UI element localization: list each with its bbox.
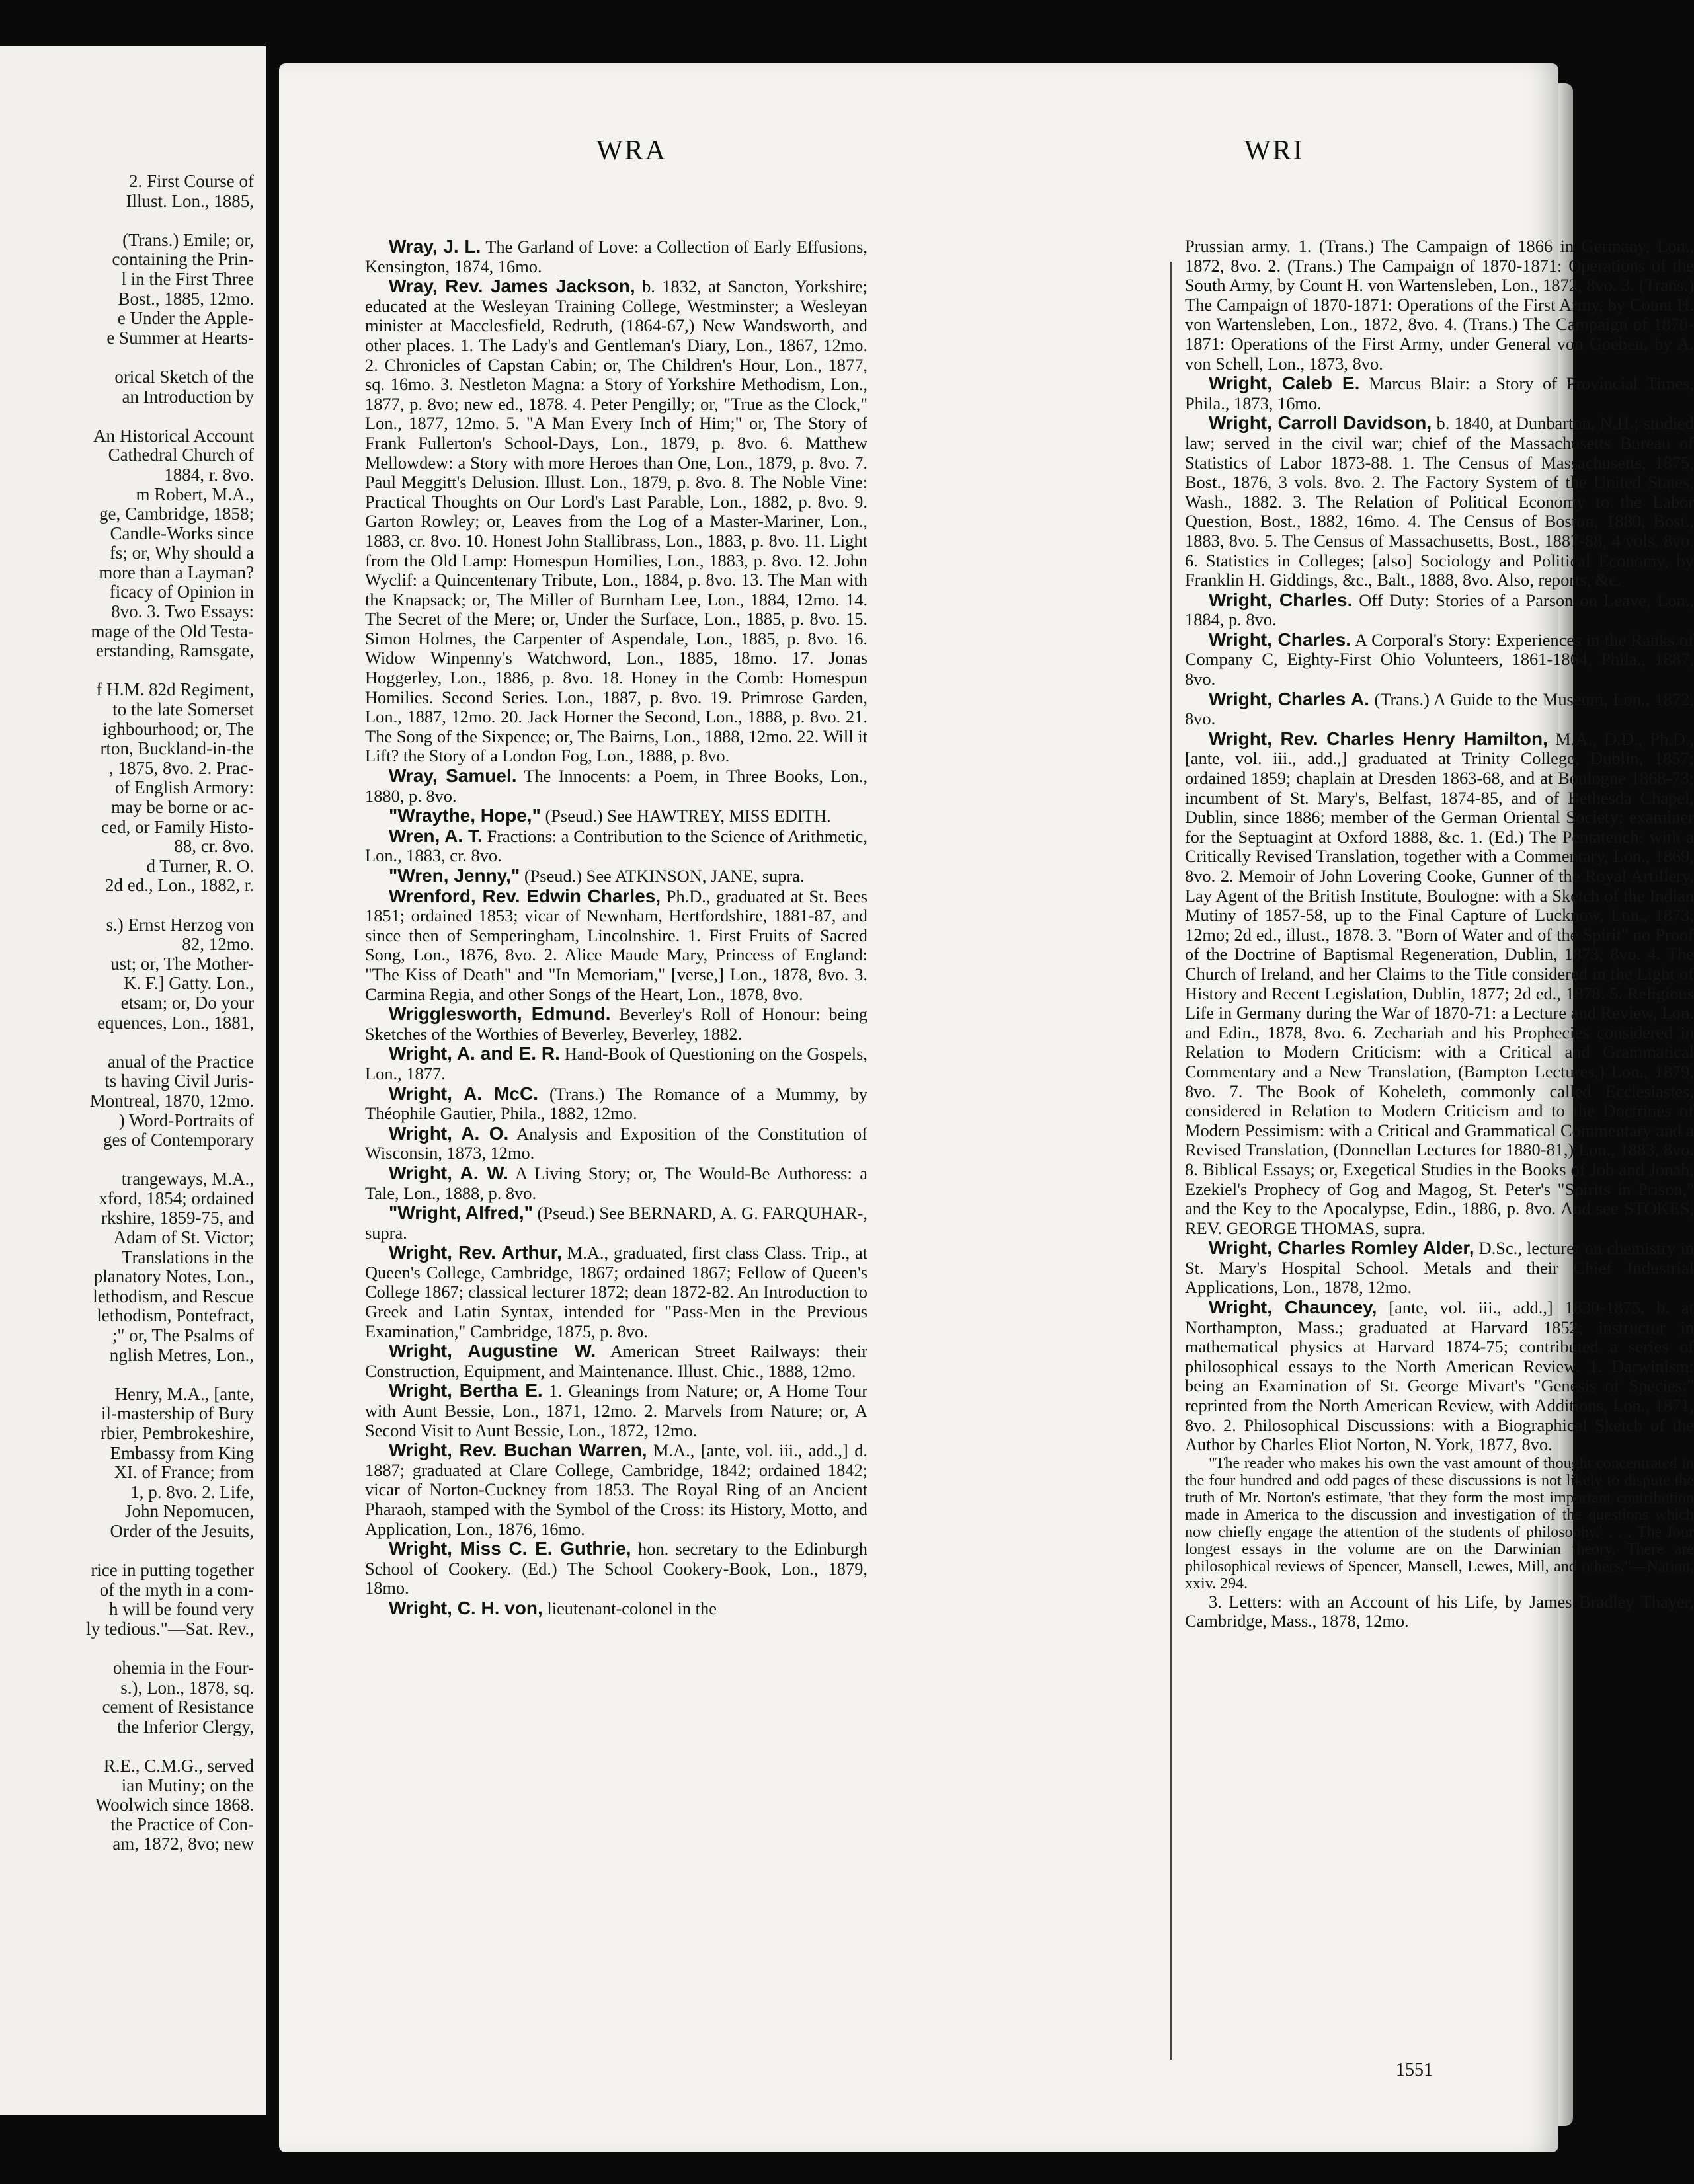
entry-text: (Pseud.) See BERNARD, A. G. FARQUHAR-, supra. bbox=[365, 1203, 867, 1243]
entry-heading: Wren, A. T. bbox=[389, 825, 483, 846]
facing-page-line: An Historical Account bbox=[93, 425, 254, 446]
dictionary-entry bbox=[365, 866, 867, 886]
facing-page-line: ohemia in the Four- bbox=[112, 1658, 254, 1678]
dictionary-entry bbox=[365, 1124, 867, 1163]
facing-page-line bbox=[3, 1737, 254, 1757]
facing-page-line: m Robert, M.A., bbox=[136, 484, 254, 504]
entry-heading: "Wraythe, Hope," bbox=[389, 805, 541, 826]
dictionary-entry bbox=[365, 766, 867, 806]
facing-page-line: Candle-Works since bbox=[110, 523, 254, 543]
entry-text: A Living Story; or, The Would-Be Authoress: a Tale, Lon., 1888, p. 8vo. bbox=[365, 1163, 867, 1203]
facing-page-line: 2d ed., Lon., 1882, r. bbox=[105, 875, 254, 896]
dictionary-entry bbox=[1185, 1238, 1694, 1298]
facing-page-line: Order of the Jesuits, bbox=[110, 1520, 254, 1541]
facing-page-line bbox=[3, 348, 254, 368]
facing-page-line: mage of the Old Testa- bbox=[91, 621, 254, 641]
facing-page-line: s.), Lon., 1878, sq. bbox=[120, 1677, 254, 1697]
entry-text: hon. secretary to the Edinburgh School of Cookery. (Ed.) The School Cookery-Book, Lon., 1879, 18mo. bbox=[365, 1539, 867, 1598]
dictionary-entry bbox=[365, 886, 867, 1005]
entry-text: (Pseud.) See HAWTREY, MISS EDITH. bbox=[545, 806, 831, 826]
entry-heading: Wright, Rev. Buchan Warren, bbox=[389, 1440, 647, 1461]
facing-page-line: Translations in the bbox=[121, 1247, 254, 1267]
facing-page-line bbox=[3, 896, 254, 916]
facing-page-line: il-mastership of Bury bbox=[101, 1403, 254, 1424]
dictionary-entry bbox=[365, 1341, 867, 1381]
facing-page-line: the Practice of Con- bbox=[110, 1814, 254, 1834]
entry-heading: Wrigglesworth, Edmund. bbox=[389, 1003, 611, 1025]
facing-page-line: lethodism, and Rescue bbox=[93, 1286, 254, 1306]
entry-heading: Wright, Charles. bbox=[1209, 589, 1353, 610]
facing-page-fragment bbox=[0, 46, 266, 2115]
facing-page-line: s.) Ernst Herzog von bbox=[106, 914, 254, 935]
entry-heading: Wray, Samuel. bbox=[389, 765, 517, 787]
dictionary-entry bbox=[365, 1084, 867, 1124]
entry-text: (Pseud.) See ATKINSON, JANE, supra. bbox=[524, 866, 805, 886]
entry-text: American Street Railways: their Construction, Equipment, and Maintenance. Illust. Chic., 1888, 12mo. bbox=[365, 1341, 867, 1381]
entry-text: M.A., [ante, vol. iii., add.,] d. 1887; graduated at Clare College, Cambridge, 1842; ordained 1842; vicar of Norton-Cuckney from 1853. The Royal Ring of an Ancient Pharaoh, stamped with the Symbol of the Cross: its History, Motto, and Application, Lon., 1876, 16mo. bbox=[365, 1440, 867, 1539]
facing-page-line: ts having Civil Juris- bbox=[104, 1071, 254, 1091]
entry-heading: Wright, Augustine W. bbox=[389, 1341, 596, 1362]
dictionary-entry bbox=[1185, 373, 1694, 413]
facing-page-line: Cathedral Church of bbox=[108, 445, 254, 465]
dictionary-entry bbox=[1185, 729, 1694, 1238]
facing-page-line: (Trans.) Emile; or, bbox=[122, 229, 254, 250]
entry-text: "The reader who makes his own the vast amount of thought concentrated in the four hundred and odd pages of these discussions is not likely to dispute the truth of Mr. Norton's estimate, 'that they form the most important contribution made in America to the discussion and investigation of the questions which now chiefly engage the attention of the students of philosophy.' . . . The four longest essays in the volume are on the Darwinian theory. There are philosophical reviews of Spencer, Mansell, Lewes, Mill, and others."—Nation, xxiv. 294. bbox=[1185, 1454, 1694, 1592]
facing-page-line bbox=[3, 1150, 254, 1170]
entry-text: The Garland of Love: a Collection of Early Effusions, Kensington, 1874, 16mo. bbox=[365, 237, 867, 276]
entry-heading: Wright, Charles Romley Alder, bbox=[1209, 1237, 1474, 1259]
facing-page-line: h will be found very bbox=[109, 1599, 254, 1619]
page-number: 1551 bbox=[1396, 2060, 1433, 2080]
running-head-right: WRI bbox=[1244, 136, 1305, 166]
entry-text: Hand-Book of Questioning on the Gospels, Lon., 1877. bbox=[365, 1044, 867, 1083]
facing-page-line: planatory Notes, Lon., bbox=[93, 1267, 254, 1287]
facing-page-line: equences, Lon., 1881, bbox=[97, 1012, 254, 1033]
entry-heading: Wright, A. McC. bbox=[389, 1083, 539, 1104]
entry-text: b. 1832, at Sancton, Yorkshire; educated at the Wesleyan Training College, Westminster; a Wesleyan minister at Macclesfield, Redruth, (1864-67,) New Wandsworth, and other places. 1. The Lady's and Gentleman's Diary, Lon., 1867, 12mo. 2. Chronicles of Capstan Cabin; or, The Children's Hour, Lon., 1877, sq. 16mo. 3. Nestleton Magna: a Story of Yorkshire Methodism, Lon., 1877, p. 8vo; new ed., 1878. 4. Peter Pengilly; or, "True as the Clock," Lon., 1877, 12mo. 5. "A Man Every Inch of Him;" or, The Story of Frank Fullerton's School-Days, Lon., 1879, p. 8vo. 6. Matthew Mellowdew: a Story with more Heroes than One, Lon., 1879, p. 8vo. 7. Paul Meggitt's Delusion. Illust. Lon., 1879, p. 8vo. 8. The Noble Vine: Practical Thoughts on Our Lord's Last Parable, Lon., 1882, p. 8vo. 9. Garton Rowley; or, Leaves from the Log of a Master-Mariner, Lon., 1883, cr. 8vo. 10. Honest John Stallibrass, Lon., 1883, p. 8vo. 11. Light from the Old Lamp: Homespun Homilies, Lon., 1883, p. 8vo. 12. John Wyclif: a Quincentenary Tribute, Lon., 1884, p. 8vo. 13. The Man with the Knapsack; or, The Miller of Burnham Lee, Lon., 1884, 12mo. 14. The Secret of the Mere; or, Under the Surface, Lon., 1885, p. 8vo. 15. Simon Holmes, the Carpenter of Aspendale, Lon., 1885, p. 8vo. 16. Widow Winpenny's Watchword, Lon., 1885, 18mo. 17. Jonas Hoggerley, Lon., 1886, p. 8vo. 18. Honey in the Comb: Homespun Homilies. Second Series. Lon., 1887, p. 8vo. 19. Primrose Garden, Lon., 1887, 12mo. 20. Jack Horner the Second, Lon., 1888, p. 8vo. 21. The Song of the Sixpence; or, The Bairns, Lon., 1888, 12mo. 22. Will it Lift? the Story of a London Fog, Lon., 1888, p. 8vo. bbox=[365, 276, 867, 766]
dictionary-entry bbox=[365, 826, 867, 866]
facing-page-line: trangeways, M.A., bbox=[121, 1169, 254, 1189]
facing-page-line: Bost., 1885, 12mo. bbox=[118, 288, 254, 309]
dictionary-entry bbox=[1185, 1298, 1694, 1455]
dictionary-entry bbox=[365, 1243, 867, 1341]
facing-page-line bbox=[3, 1033, 254, 1052]
facing-page-line: R.E., C.M.G., served bbox=[103, 1756, 254, 1776]
facing-page-line: XI. of France; from bbox=[114, 1462, 254, 1483]
left-column bbox=[365, 237, 867, 1619]
facing-page-line: lethodism, Pontefract, bbox=[97, 1306, 254, 1326]
facing-page-line: am, 1872, 8vo; new bbox=[112, 1834, 254, 1854]
facing-page-line: Montreal, 1870, 12mo. bbox=[89, 1090, 254, 1111]
facing-page-line: ighbourhood; or, The bbox=[102, 719, 254, 739]
facing-page-line: K. F.] Gatty. Lon., bbox=[123, 973, 254, 994]
entry-text: M.A., D.D., Ph.D., [ante, vol. iii., add.,] graduated at Trinity College, Dublin, 1857; ordained 1859; chaplain at Dresden 1863-68, and at Boulogne 1868-73; incumbent of St. Mary's, Belfast, 1874-85, and of Bethesda Chapel, Dublin, since 1886; member of the German Oriental Society; examiner for the Septuagint at Oxford 1888, &c. 1. (Ed.) The Pentateuch: with a Critically Revised Translation, together with a Commentary, Lon., 1869, 8vo. 2. Memoir of John Lovering Cooke, Gunner of the Royal Artillery, Lay Agent of the British Institute, Boulogne: with a Sketch of the Indian Mutiny of 1857-58, up to the Final Capture of Lucknow, Lon., 1873, 12mo; 2d ed., illust., 1878. 3. "Born of Water and of the Spirit" no Proof of the Doctrine of Baptismal Regeneration, Dublin, 1873, 8vo. 4. The Church of Ireland, and her Claims to the Title considered in the Light of History and Recent Legislation, Dublin, 1877; 2d ed., 1878. 5. Religious Life in Germany during the War of 1870-71: a Lecture and Review, Lon. and Edin., 1878, 8vo. 6. Zechariah and his Prophecies considered in Relation to Modern Criticism: with a Critical and Grammatical Commentary and a New Translation, (Bampton Lectures,) Lon., 1879, 8vo. 7. The Book of Koheleth, commonly called Ecclesiastes, considered in Relation to Modern Criticism and to the Doctrines of Modern Pessimism: with a Critical and Grammatical Commentary and a Revised Translation, (Donnellan Lectures for 1880-81,) Lon., 1883, 8vo. 8. Biblical Essays; or, Exegetical Studies in the Books of Job and Jonah, Ezekiel's Prophecy of Gog and Magog, St. Peter's "Spirits in Prison," and the Key to the Apocalypse, Edin., 1886, p. 8vo. And see STOKES, REV. GEORGE THOMAS, supra. bbox=[1185, 728, 1694, 1238]
dictionary-entry bbox=[1185, 413, 1694, 590]
entry-text: Ph.D., graduated at St. Bees 1851; ordained 1853; vicar of Newnham, Hertfordshire, 1881-87, and since then of Semperingham, Lincolnshire. 1. First Fruits of Sacred Song, Lon., 1876, 8vo. 2. Alice Maude Mary, Princess of England: "The Kiss of Death" and "In Memoriam," [verse,] Lon., 1878, 8vo. 3. Carmina Regia, and other Songs of the Heart, Lon., 1878, 8vo. bbox=[365, 886, 868, 1004]
dictionary-entry bbox=[365, 1004, 867, 1044]
entry-text: (Trans.) The Romance of a Mummy, by Théophile Gautier, Phila., 1882, 12mo. bbox=[365, 1083, 867, 1124]
facing-page-line: ly tedious."—Sat. Rev., bbox=[86, 1618, 254, 1639]
entry-text: (Trans.) A Guide to the Museum, Lon., 1872, 8vo. bbox=[1185, 689, 1694, 729]
entry-heading: Wright, Rev. Charles Henry Hamilton, bbox=[1209, 728, 1548, 749]
entry-heading: Wrenford, Rev. Edwin Charles, bbox=[389, 885, 661, 906]
facing-page-line: e Summer at Hearts- bbox=[106, 327, 254, 348]
dictionary-entry bbox=[365, 1203, 867, 1243]
facing-page-line: 8vo. 3. Two Essays: bbox=[111, 602, 254, 622]
facing-page-line: rice in putting together bbox=[91, 1560, 254, 1580]
entry-heading: Wright, Caleb E. bbox=[1209, 373, 1360, 394]
facing-page-line: ;" or, The Psalms of bbox=[112, 1325, 254, 1346]
entry-text: Fractions: a Contribution to the Science of Arithmetic, Lon., 1883, cr. 8vo. bbox=[365, 826, 867, 866]
entry-text: 3. Letters: with an Account of his Life, by James Bradley Thayer, Cambridge, Mass., 1878, 12mo. bbox=[1185, 1591, 1694, 1631]
dictionary-entry bbox=[365, 1539, 867, 1598]
dictionary-entry bbox=[1185, 689, 1694, 729]
facing-page-line: f H.M. 82d Regiment, bbox=[96, 680, 254, 700]
facing-page-line: ficacy of Opinion in bbox=[109, 582, 254, 602]
facing-page-line: Adam of St. Victor; bbox=[113, 1228, 254, 1248]
dictionary-entry bbox=[365, 276, 867, 766]
facing-page-line: of English Armory: bbox=[115, 777, 254, 798]
facing-page-line: to the late Somerset bbox=[112, 699, 254, 720]
facing-page-line bbox=[3, 407, 254, 426]
facing-page-line: 82, 12mo. bbox=[182, 934, 254, 955]
facing-page-line: ced, or Family Histo- bbox=[101, 816, 254, 837]
entry-heading: Wright, Carroll Davidson, bbox=[1209, 412, 1432, 434]
facing-page-line: ge, Cambridge, 1858; bbox=[99, 504, 254, 524]
facing-page-line: 88, cr. 8vo. bbox=[174, 836, 254, 857]
dictionary-page bbox=[279, 63, 1694, 2152]
facing-page-line bbox=[3, 1639, 254, 1659]
facing-page-line: , 1875, 8vo. 2. Prac- bbox=[109, 758, 254, 778]
dictionary-entry bbox=[365, 237, 867, 276]
dictionary-entry bbox=[365, 1044, 867, 1083]
right-column bbox=[1185, 237, 1694, 1631]
dictionary-entry bbox=[1185, 237, 1694, 373]
dictionary-entry bbox=[1185, 630, 1694, 689]
facing-page-line: Henry, M.A., [ante, bbox=[114, 1384, 254, 1404]
dictionary-entry bbox=[365, 1598, 867, 1619]
dictionary-entry bbox=[365, 1381, 867, 1440]
entry-text: 1. Gleanings from Nature; or, A Home Tour with Aunt Bessie, Lon., 1871, 12mo. 2. Marvels from Nature; or, A Second Visit to Aunt Bessie, Lon., 1872, 12mo. bbox=[365, 1381, 867, 1440]
entry-heading: Wright, Rev. Arthur, bbox=[389, 1242, 562, 1263]
facing-page-line: orical Sketch of the bbox=[114, 366, 254, 387]
entry-text: Marcus Blair: a Story of Provincial Times, Phila., 1873, 16mo. bbox=[1185, 373, 1694, 413]
entry-heading: Wright, Charles A. bbox=[1209, 688, 1369, 709]
entry-heading: Wray, J. L. bbox=[389, 236, 481, 256]
entry-heading: Wright, A. O. bbox=[389, 1122, 509, 1144]
entry-heading: "Wright, Alfred," bbox=[389, 1202, 533, 1224]
facing-page-text bbox=[3, 172, 254, 1854]
facing-page-line: fs; or, Why should a bbox=[109, 543, 254, 563]
facing-page-line: 1884, r. 8vo. bbox=[164, 464, 254, 485]
entry-heading: Wright, Bertha E. bbox=[389, 1380, 543, 1401]
entry-text: D.Sc., lecturer on chemistry in St. Mary's Hospital School. Metals and their Chief Industrial Applications, Lon., 1878, 12mo. bbox=[1185, 1238, 1694, 1298]
facing-page-line bbox=[3, 661, 254, 681]
column-rule bbox=[1170, 262, 1172, 2060]
entry-heading: Wright, Charles. bbox=[1209, 629, 1351, 650]
facing-page-line: rkshire, 1859-75, and bbox=[101, 1208, 254, 1228]
entry-heading: Wright, C. H. von, bbox=[389, 1597, 543, 1618]
dictionary-entry bbox=[365, 1163, 867, 1203]
entry-text: A Corporal's Story: Experiences in the Ranks of Company C, Eighty-First Ohio Volunteers, 1861-1864, Phila., 1887, 8vo. bbox=[1185, 629, 1694, 689]
entry-text: Beverley's Roll of Honour: being Sketches of the Worthies of Beverley, Beverley, 1882. bbox=[365, 1004, 867, 1044]
facing-page-line bbox=[3, 211, 254, 231]
facing-page-line: Embassy from King bbox=[110, 1442, 254, 1463]
entry-text: Off Duty: Stories of a Parson on Leave, Lon., 1884, p. 8vo. bbox=[1185, 590, 1694, 630]
facing-page-line: xford, 1854; ordained bbox=[99, 1188, 254, 1208]
facing-page-line: Illust. Lon., 1885, bbox=[126, 190, 254, 211]
facing-page-line: etsam; or, Do your bbox=[120, 992, 254, 1013]
facing-page-line: anual of the Practice bbox=[107, 1051, 254, 1072]
entry-heading: Wright, Chauncey, bbox=[1209, 1297, 1377, 1318]
dictionary-entry bbox=[1185, 1455, 1694, 1592]
dictionary-entry bbox=[365, 1440, 867, 1539]
facing-page-line: ian Mutiny; on the bbox=[121, 1775, 254, 1795]
facing-page-line: John Nepomucen, bbox=[125, 1501, 254, 1522]
facing-page-line: an Introduction by bbox=[122, 386, 254, 407]
entry-heading: "Wren, Jenny," bbox=[389, 865, 520, 886]
entry-text: The Innocents: a Poem, in Three Books, Lon., 1880, p. 8vo. bbox=[365, 766, 868, 806]
facing-page-line: rton, Buckland-in-the bbox=[100, 738, 254, 759]
facing-page-line: of the myth in a com- bbox=[99, 1579, 254, 1600]
entry-heading: Wright, A. W. bbox=[389, 1162, 508, 1183]
dictionary-entry bbox=[1185, 590, 1694, 630]
facing-page-line: containing the Prin- bbox=[112, 249, 254, 270]
facing-page-line: l in the First Three bbox=[121, 268, 254, 289]
facing-page-line: the Inferior Clergy, bbox=[117, 1716, 254, 1736]
facing-page-line: e Under the Apple- bbox=[117, 308, 254, 329]
facing-page-line: nglish Metres, Lon., bbox=[109, 1345, 254, 1365]
facing-page-line: ) Word-Portraits of bbox=[118, 1110, 254, 1130]
entry-heading: Wright, A. and E. R. bbox=[389, 1043, 560, 1064]
facing-page-line bbox=[3, 1541, 254, 1561]
facing-page-line: 1, p. 8vo. 2. Life, bbox=[130, 1481, 254, 1502]
running-head-left: WRA bbox=[596, 136, 667, 166]
entry-text: M.A., graduated, first class Class. Trip., at Queen's College, Cambridge, 1867; ordained 1867; Fellow of Queen's College 1867; classical lecturer 1872; dean 1872-82. An Introduction to Greek and Latin Syntax, intended for "Pass-Men in the Previous Examination," Cambridge, 1875, p. 8vo. bbox=[365, 1243, 867, 1341]
facing-page-line: rbier, Pembrokeshire, bbox=[100, 1423, 254, 1443]
entry-text: Prussian army. 1. (Trans.) The Campaign of 1866 in Germany, Lon., 1872, 8vo. 2. (Trans.) The Campaign of 1870-1871: Operations of the South Army, by Count H. von Wartensleben, Lon., 1872, 8vo. 3. (Trans.) The Campaign of 1870-1871: Operations of the First Army, by Count H. von Wartensleben, Lon., 1872, 8vo. 4. (Trans.) The Campaign of 1870-1871: Operations of the First Army, under General von Goeben, by A. von Schell, Lon., 1873, 8vo. bbox=[1185, 236, 1694, 373]
facing-page-line: ust; or, The Mother- bbox=[110, 953, 254, 974]
facing-page-line: ges of Contemporary bbox=[103, 1130, 254, 1150]
facing-page-line: more than a Layman? bbox=[99, 562, 254, 582]
facing-page-line: cement of Resistance bbox=[102, 1697, 254, 1717]
dictionary-entry bbox=[1185, 1592, 1694, 1631]
entry-text: [ante, vol. iii., add.,] 1830-1875, b. at Northampton, Mass.; graduated at Harvard 1852; instructor in mathematical physics at Harvard 1874-75; contributed a series of philosophical essays to the North American Review. 1. Darwinism: being an Examination of St. George Mivart's "Genesis of Species:" reprinted from the North American Review, with Additions, Lon., 1871, 8vo. 2. Philosophical Discussions: with a Biographical Sketch of the Author by Charles Eliot Norton, N. York, 1877, 8vo. bbox=[1185, 1298, 1694, 1455]
facing-page-line: Woolwich since 1868. bbox=[95, 1795, 254, 1815]
entry-text: Analysis and Exposition of the Constitution of Wisconsin, 1873, 12mo. bbox=[365, 1123, 867, 1163]
entry-heading: Wright, Miss C. E. Guthrie, bbox=[389, 1538, 631, 1559]
facing-page-line: 2. First Course of bbox=[129, 171, 254, 191]
facing-page-line: erstanding, Ramsgate, bbox=[95, 641, 254, 661]
facing-page-line: d Turner, R. O. bbox=[146, 855, 254, 876]
facing-page-line bbox=[3, 1365, 254, 1385]
entry-heading: Wray, Rev. James Jackson, bbox=[389, 276, 635, 297]
entry-text: lieutenant-colonel in the bbox=[547, 1598, 717, 1618]
facing-page-line: may be borne or ac- bbox=[111, 797, 254, 817]
entry-text: b. 1840, at Dunbarton, N.H.; studied law; served in the civil war; chief of the Massachusetts Bureau of Statistics of Labor 1873-88. 1. The Census of Massachusetts, 1875, Bost., 1876, 3 vols. 8vo. 2. The Factory System of the United States, Wash., 1882. 3. The Relation of Political Economy to the Labor Question, Bost., 1882, 16mo. 4. The Census of Boston, 1880, Bost., 1883, 8vo. 5. The Census of Massachusetts, Bost., 1887-88, 4 vols. 8vo. 6. Statistics in Colleges; [also] Sociology and Political Economy, by Franklin H. Giddings, &c., Balt., 1888, 8vo. Also, reports, &c. bbox=[1185, 413, 1694, 590]
dictionary-entry bbox=[365, 806, 867, 826]
